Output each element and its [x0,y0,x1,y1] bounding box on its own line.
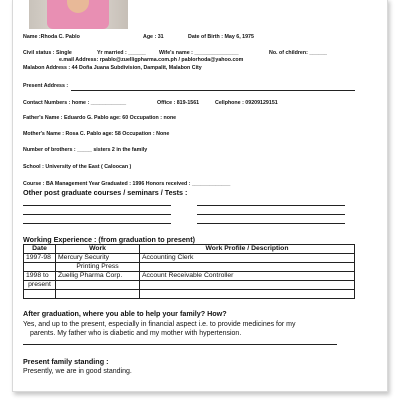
wife-name: Wife's name : _______________ [159,50,239,56]
cell-work: Mercury Security [56,254,140,263]
school-info: School : University of the East ( Caloocan ) [23,164,132,170]
cell-date [24,290,56,299]
blank-line [197,214,345,215]
table-row [24,263,355,272]
name-field: Name :Rhoda C. Pablo [23,34,80,40]
cell-work [56,290,140,299]
table-row [24,281,355,290]
profile-photo [29,0,128,29]
contact-numbers: Contact Numbers : home : ____________ [23,100,127,106]
father-info: Father's Name : Eduardo G. Pablo age: 60 Occupation : none [23,115,177,121]
year-married: Yr married : ______ [97,50,146,56]
blank-line [197,205,345,206]
table-header-row [24,245,355,254]
answer-underline [23,344,337,345]
table-row [24,272,355,281]
cell-work [56,281,140,290]
blank-line [23,214,171,215]
cell-profile: Account Receivable Controller [140,272,355,281]
blank-line [23,223,171,224]
cell-profile [140,290,355,299]
help-question: After graduation, where you able to help your family? How? [23,309,227,318]
document-page [12,0,388,392]
course-info: Course : BA Management Year Graduated : 1996 Honors received : _____________ [23,181,231,187]
cell-profile [140,281,355,290]
table-row [24,290,355,299]
cell-date: 1998 to [24,272,56,281]
civil-status: Civil status : Single [23,50,72,56]
age-field: Age : 31 [143,34,164,40]
blank-line [23,205,171,206]
header-work: Work [56,245,140,254]
office-number: Office : 819-1561 [157,100,200,106]
cellphone-number: Cellphone : 09209129151 [215,100,278,106]
present-address-label: Present Address : [23,83,69,89]
header-date: Date [24,245,56,254]
mother-info: Mother's Name : Rosa C. Pablo age: 58 Occupation : None [23,131,170,137]
work-experience-heading: Working Experience : (from graduation to present) [23,235,195,244]
cell-work: Printing Press [56,263,140,272]
dob-field: Date of Birth : May 6, 1975 [188,34,254,40]
help-answer-line2: parents. My father who is diabetic and my mother with hypertension. [30,330,242,337]
cell-date: present [24,281,56,290]
email-address: e.mail Address: rpablo@zuelligpharma.com.ph / pablorhoda@yahoo.com [59,57,244,63]
cell-work: Zuellig Pharma Corp. [56,272,140,281]
help-answer-line1: Yes, and up to the present, especially in financial aspect i.e. to provide medicines for my [23,321,296,328]
cell-date: 1997-98 [24,254,56,263]
cell-date [24,263,56,272]
siblings-info: Number of brothers : _____ sisters 2 in the family [23,147,148,153]
header-profile: Work Profile / Description [140,245,355,254]
present-address-line [71,90,355,91]
children-count: No. of children: ______ [269,50,327,56]
malabon-address: Malabon Address : 44 Doña Juana Subdivision, Dampalit, Malabon City [23,65,202,71]
standing-heading: Present family standing : [23,357,109,366]
standing-answer: Presently, we are in good standing. [23,368,132,375]
other-post-heading: Other post graduate courses / seminars / Tests : [23,188,188,197]
cell-profile [140,263,355,272]
blank-line [197,223,345,224]
work-experience-table [23,244,355,299]
table-row [24,254,355,263]
cell-profile: Accounting Clerk [140,254,355,263]
